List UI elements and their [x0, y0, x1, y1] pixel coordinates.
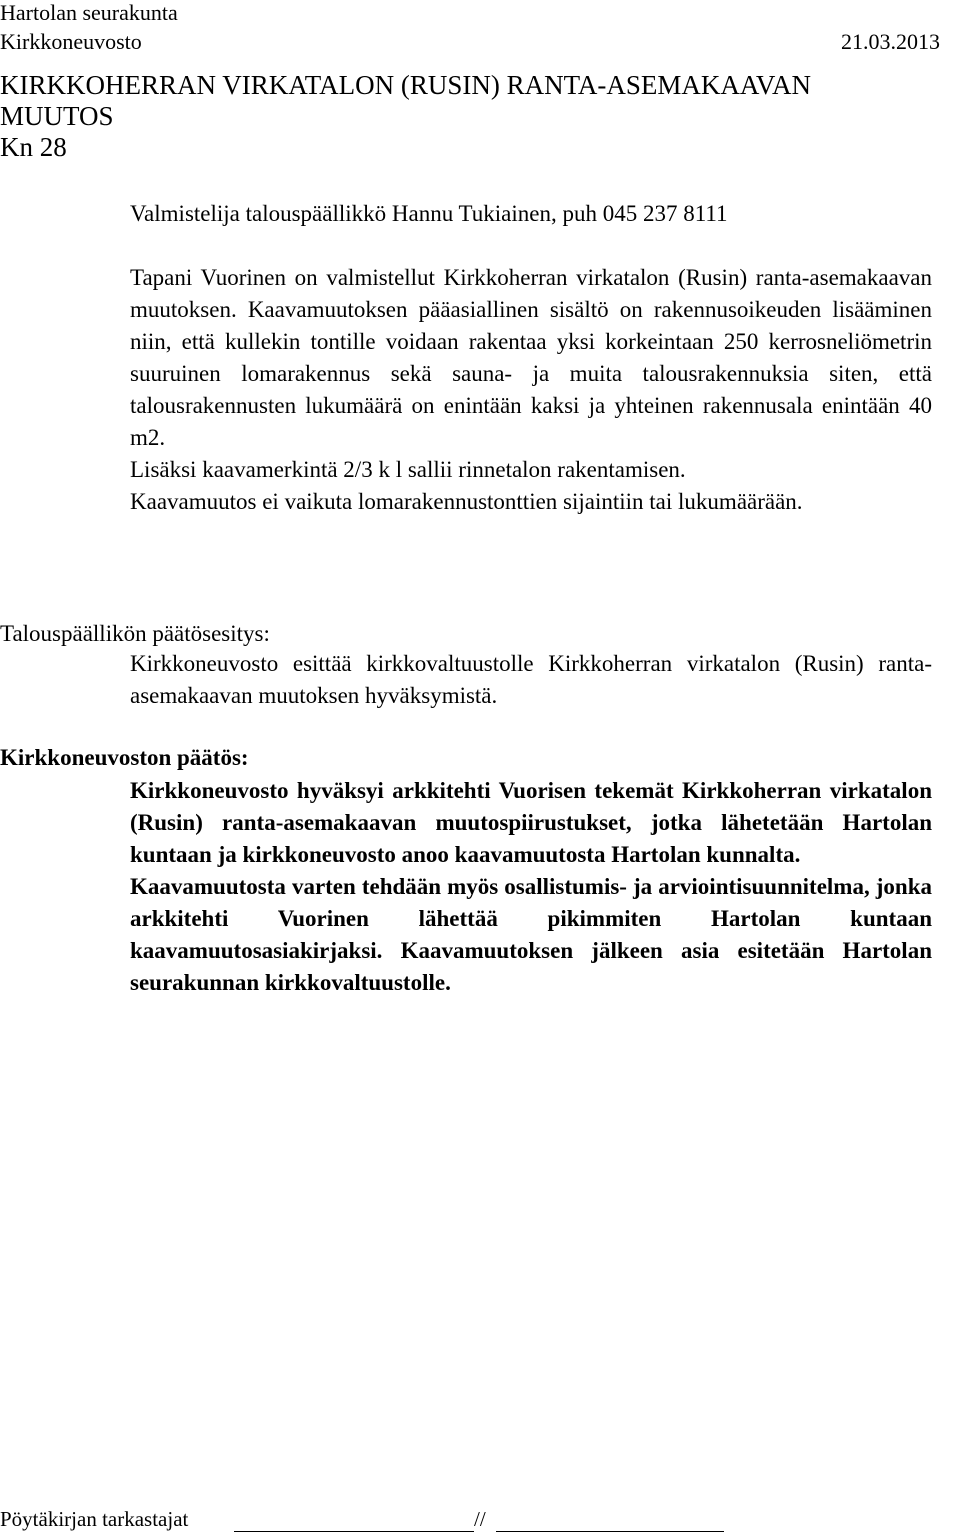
- header-meeting-line: [0, 29, 940, 55]
- description-paragraph-1: Tapani Vuorinen on valmistellut Kirkkoherran virkatalon (Rusin) ranta-asemakaavan muutoksen. Kaavamuutoksen pääasiallinen sisältö on rakennusoikeuden lisääminen niin, että kullekin tontille voidaan rakentaa yksi korkeintaan 250 kerrosneliömetrin suuruinen lomarakennus sekä sauna- ja muita talousrakennuksia siten, että talousrakennusten lukumäärä on enintään kaksi ja yhteinen rakennusala enintään 40 m2.: [130, 265, 932, 450]
- proposal-label: Talouspäällikön päätösesitys:: [0, 621, 270, 646]
- item-number: Kn 28: [0, 132, 67, 162]
- signature-line-2: [496, 1531, 724, 1532]
- header-organization-line: [0, 0, 940, 26]
- signature-line-1: [234, 1531, 474, 1532]
- preparer-line: Valmistelija talouspäällikkö Hannu Tukiainen, puh 045 237 8111: [130, 201, 728, 226]
- signature-separator: //: [474, 1507, 486, 1531]
- decision-paragraph-2: Kaavamuutosta varten tehdään myös osallistumis- ja arviointisuunnitelma, jonka arkkitehti Vuorinen lähettää pikimmiten Hartolan kuntaan kaavamuutosasiakirjaksi. Kaavamuutoksen jälkeen asia esitetään Hartolan seurakunnan kirkkovaltuustolle.: [130, 874, 932, 995]
- proposal-text: Kirkkoneuvosto esittää kirkkovaltuustolle Kirkkoherran virkatalon (Rusin) ranta-asemakaavan muutoksen hyväksymistä.: [130, 651, 932, 708]
- document-title: [0, 70, 940, 163]
- description-paragraph-3: Kaavamuutos ei vaikuta lomarakennustonttien sijaintiin tai lukumäärään.: [130, 489, 803, 514]
- meeting-body: Kirkkoneuvosto: [0, 29, 142, 54]
- decision-paragraph-1: Kirkkoneuvosto hyväksyi arkkitehti Vuorisen tekemät Kirkkoherran virkatalon (Rusin) ranta-asemakaavan muutospiirustukset, jotka lähetetään Hartolan kuntaan ja kirkkoneuvosto anoo kaavamuutosta Hartolan kunnalta.: [130, 778, 932, 867]
- meeting-date: 21.03.2013: [841, 29, 940, 54]
- description-paragraph-2: Lisäksi kaavamerkintä 2/3 k l sallii rinnetalon rakentamisen.: [130, 457, 686, 482]
- organization-name: Hartolan seurakunta: [0, 0, 178, 25]
- decision-text: [130, 775, 932, 999]
- title-line-2: MUUTOS: [0, 101, 114, 131]
- decision-label: Kirkkoneuvoston päätös:: [0, 745, 249, 770]
- inspectors-label: Pöytäkirjan tarkastajat: [0, 1507, 189, 1531]
- title-line-1: KIRKKOHERRAN VIRKATALON (RUSIN) RANTA-ASEMAKAAVAN: [0, 70, 811, 100]
- footer: [0, 1505, 940, 1533]
- description: [130, 262, 932, 518]
